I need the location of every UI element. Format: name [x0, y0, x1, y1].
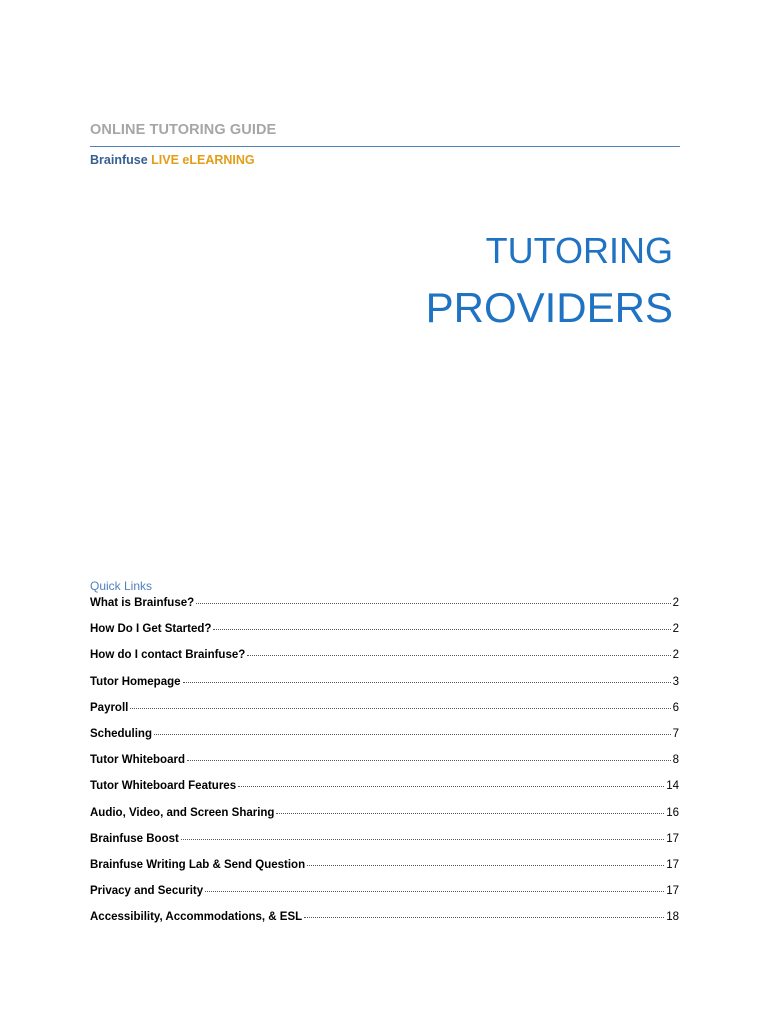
toc-link-label: What is Brainfuse? — [90, 597, 195, 609]
toc-dot-leader — [187, 760, 671, 761]
header-divider — [90, 146, 680, 147]
toc-link[interactable] — [90, 885, 679, 911]
toc-link-label: Audio, Video, and Screen Sharing — [90, 806, 275, 819]
toc-page-number: 14 — [666, 780, 679, 793]
toc-link[interactable] — [90, 911, 679, 937]
toc-link-label: Tutor Homepage — [90, 675, 181, 688]
toc-dot-leader — [247, 655, 670, 656]
toc-page-number: 2 — [672, 623, 679, 636]
toc-link-label: Payroll — [90, 701, 129, 714]
toc-heading: Quick Links — [90, 579, 153, 593]
toc-dot-leader — [183, 682, 671, 683]
toc-link-label: How Do I Get Started? — [90, 623, 212, 636]
toc-page-number: 2 — [672, 649, 679, 662]
toc-page-number: 17 — [666, 885, 679, 898]
toc-page-number: 3 — [672, 675, 679, 688]
toc-dot-leader — [181, 839, 664, 840]
toc-link-label: How do I contact Brainfuse? — [90, 649, 246, 662]
toc-link[interactable] — [90, 833, 679, 859]
toc-dot-leader — [276, 813, 664, 814]
toc-page-number: 18 — [666, 911, 679, 924]
toc-dot-leader — [307, 865, 664, 866]
toc-page-number: 17 — [666, 832, 679, 845]
toc-link-label: Privacy and Security — [90, 885, 204, 898]
toc-link[interactable] — [90, 623, 679, 649]
toc-page-number: 7 — [672, 727, 679, 740]
toc-page-number: 17 — [666, 858, 679, 871]
toc-link[interactable] — [90, 807, 679, 833]
toc-link[interactable] — [90, 859, 679, 885]
cover-title-line1: TUTORING — [485, 230, 673, 271]
toc-link[interactable] — [90, 728, 679, 754]
brand-name: Brainfuse — [90, 153, 148, 167]
toc-dot-leader — [196, 603, 670, 604]
toc-link-label: Brainfuse Writing Lab & Send Question — [90, 858, 306, 871]
toc-link-label: Tutor Whiteboard Features — [90, 780, 237, 793]
cover-title-line2: PROVIDERS — [425, 284, 673, 331]
toc-link-label: Tutor Whiteboard — [90, 754, 185, 767]
table-of-contents — [90, 597, 679, 937]
toc-link-label: Brainfuse Boost — [90, 832, 179, 845]
toc-page-number: 8 — [672, 754, 679, 767]
toc-page-number: 2 — [672, 597, 679, 609]
toc-link[interactable] — [90, 649, 679, 675]
brand-line — [90, 153, 255, 167]
toc-dot-leader — [154, 734, 671, 735]
toc-link[interactable] — [90, 676, 679, 702]
toc-link[interactable] — [90, 702, 679, 728]
toc-page-number: 16 — [666, 806, 679, 819]
toc-dot-leader — [304, 917, 664, 918]
toc-dot-leader — [213, 629, 670, 630]
toc-link-label: Accessibility, Accommodations, & ESL — [90, 911, 303, 924]
toc-link[interactable] — [90, 754, 679, 780]
toc-link[interactable] — [90, 780, 679, 806]
toc-dot-leader — [130, 708, 670, 709]
toc-dot-leader — [238, 786, 664, 787]
toc-page-number: 6 — [672, 701, 679, 714]
toc-dot-leader — [205, 891, 664, 892]
toc-link[interactable] — [90, 597, 679, 623]
guide-header-title: ONLINE TUTORING GUIDE — [90, 122, 277, 138]
brand-product: LIVE eLEARNING — [151, 153, 255, 167]
toc-link-label: Scheduling — [90, 727, 152, 740]
